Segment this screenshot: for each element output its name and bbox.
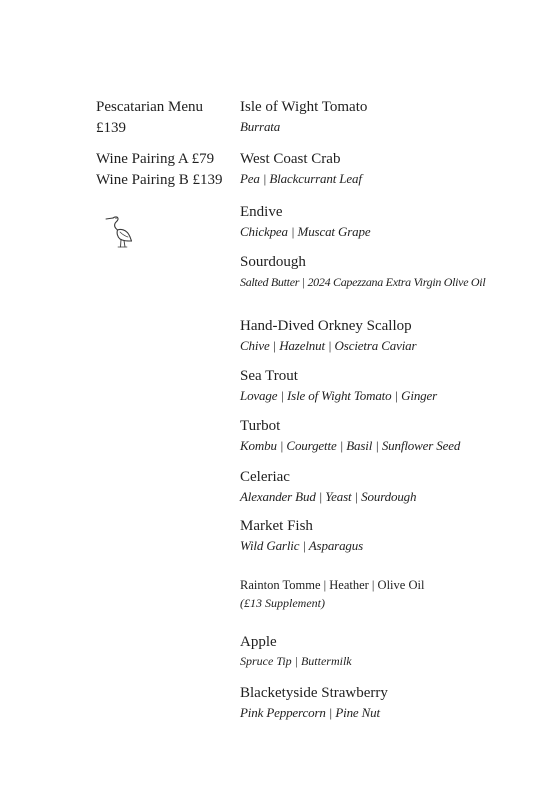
menu-title: Pescatarian Menu — [96, 99, 204, 115]
course-item — [240, 202, 370, 242]
dish-name: Celeriac — [240, 469, 290, 485]
dish-name: Isle of Wight Tomato — [240, 99, 368, 115]
dish-name: Sea Trout — [240, 368, 298, 384]
dish-description: Chickpea | Muscat Grape — [240, 224, 371, 239]
course-item — [240, 252, 485, 292]
dish-name: Endive — [240, 204, 283, 220]
dish-supplement: (£13 Supplement) — [240, 596, 325, 610]
dish-name: Market Fish — [240, 518, 313, 534]
dish-description: Salted Butter | 2024 Capezzana Extra Virgin Olive Oil — [240, 275, 486, 289]
course-item — [240, 467, 416, 507]
dish-description: Burrata — [240, 119, 281, 134]
dish-description: Alexander Bud | Yeast | Sourdough — [240, 489, 417, 504]
dish-description: Pink Peppercorn | Pine Nut — [240, 705, 380, 720]
course-item — [240, 316, 416, 356]
dish-description: Wild Garlic | Asparagus — [240, 538, 364, 553]
dish-description: Lovage | Isle of Wight Tomato | Ginger — [240, 388, 438, 403]
wine-pairing-a: Wine Pairing A £79 — [96, 151, 215, 167]
course-item — [240, 516, 363, 556]
dish-name: Blacketyside Strawberry — [240, 685, 388, 701]
heron-icon — [104, 212, 136, 248]
dish-name: Hand-Dived Orkney Scallop — [240, 318, 412, 334]
course-item — [240, 149, 362, 189]
dish-description: Pea | Blackcurrant Leaf — [240, 171, 362, 186]
dish-name: Apple — [240, 634, 277, 650]
dish-name: West Coast Crab — [240, 151, 341, 167]
menu-price-block — [96, 97, 236, 139]
course-item — [240, 416, 460, 456]
course-item — [240, 683, 388, 723]
dish-description: Spruce Tip | Buttermilk — [240, 654, 352, 668]
course-item — [240, 632, 352, 670]
course-item — [240, 97, 367, 137]
menu-price: £139 — [96, 120, 126, 136]
course-item — [240, 366, 437, 406]
course-item — [240, 576, 424, 612]
wine-pairing-block — [96, 149, 236, 191]
dish-name: Sourdough — [240, 254, 306, 270]
dish-name: Turbot — [240, 418, 281, 434]
menu-info — [96, 97, 236, 201]
wine-pairing-b: Wine Pairing B £139 — [96, 172, 223, 188]
dish-description: Chive | Hazelnut | Oscietra Caviar — [240, 338, 417, 353]
dish-description: Kombu | Courgette | Basil | Sunflower Seed — [240, 438, 461, 453]
dish-name: Rainton Tomme | Heather | Olive Oil — [240, 578, 425, 592]
